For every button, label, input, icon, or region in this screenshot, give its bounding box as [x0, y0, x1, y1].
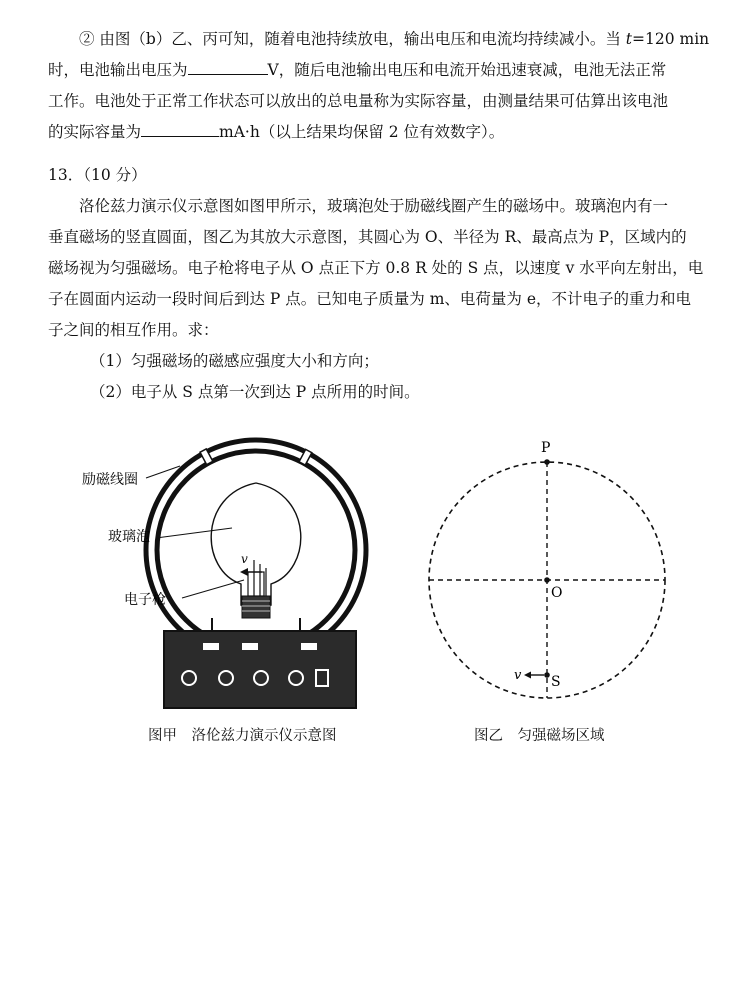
q13-para-line-1: 洛伦兹力演示仪示意图如图甲所示，玻璃泡处于励磁线圈产生的磁场中。玻璃泡内有一 — [79, 197, 669, 215]
point-S — [544, 672, 550, 678]
lorentz-demonstrator-figure — [60, 420, 390, 720]
electron-gun-base — [242, 596, 270, 618]
base-slot-3 — [301, 643, 317, 650]
velocity-label: v — [241, 552, 248, 566]
part2-line-2 — [48, 55, 728, 86]
part2-line-2a: 时，电池输出电压为 — [48, 61, 188, 79]
q13-para-line-5: 子之间的相互作用。求： — [48, 321, 219, 339]
label-glass-bulb: 玻璃泡 — [108, 529, 150, 545]
q13-header: 13．（10 分） — [48, 166, 147, 184]
part2-line-1b: =120 min — [632, 30, 710, 48]
base-slot-1 — [203, 643, 219, 650]
part2-line-4a: 的实际容量为 — [48, 123, 142, 141]
velocity-label-s: v — [514, 668, 522, 683]
label-S: S — [551, 674, 561, 690]
leader-gun — [182, 580, 244, 598]
part2-line-3: 工作。电池处于正常工作状态可以放出的总电量称为实际容量，由测量结果可估算出该电池 — [48, 92, 669, 110]
figure-jia-caption: 图甲 洛伦兹力演示仪示意图 — [148, 728, 337, 744]
q13-subquestion-1: （1）匀强磁场的磁感应强度大小和方向； — [90, 352, 379, 370]
part2-line-1a: ② 由图（b）乙、丙可知，随着电池持续放电，输出电压和电流均持续减小。当 — [79, 30, 626, 48]
q13-subquestion-2: （2）电子从 S 点第一次到达 P 点所用的时间。 — [90, 383, 420, 401]
electron-gun — [248, 572, 264, 596]
label-P: P — [541, 440, 551, 456]
label-O: O — [551, 585, 563, 601]
question-13 — [48, 160, 728, 408]
point-O — [544, 577, 550, 583]
magnetic-field-region-figure — [420, 435, 690, 705]
part2-line-1 — [48, 24, 728, 55]
figure-yi-caption: 图乙 匀强磁场区域 — [474, 728, 605, 744]
time-variable: t — [625, 30, 633, 48]
label-excitation-coil: 励磁线圈 — [82, 472, 138, 488]
part2-line-4 — [48, 117, 728, 148]
part2-text — [48, 24, 728, 148]
q13-para-line-3: 磁场视为匀强磁场。电子枪将电子从 O 点正下方 0.8 R 处的 S 点，以速度 v 水平向左射出，电 — [48, 259, 704, 277]
q13-para-line-4: 子在圆面内运动一段时间后到达 P 点。已知电子质量为 m、电荷量为 e，不计电子的重力和电 — [48, 290, 692, 308]
point-P — [544, 459, 550, 465]
part2-line-4b: mA·h（以上结果均保留 2 位有效数字）。 — [219, 123, 505, 141]
velocity-arrow-head-s — [524, 672, 531, 679]
voltage-answer-blank[interactable] — [188, 58, 268, 75]
capacity-answer-blank[interactable] — [141, 120, 219, 137]
base-slot-2 — [242, 643, 258, 650]
part2-line-2b: V，随后电池输出电压和电流开始迅速衰减，电池无法正常 — [267, 61, 667, 79]
label-electron-gun: 电子枪 — [124, 592, 166, 608]
q13-para-line-2: 垂直磁场的竖直圆面，图乙为其放大示意图，其圆心为 O、半径为 R、最高点为 P，区域内的 — [48, 228, 687, 246]
